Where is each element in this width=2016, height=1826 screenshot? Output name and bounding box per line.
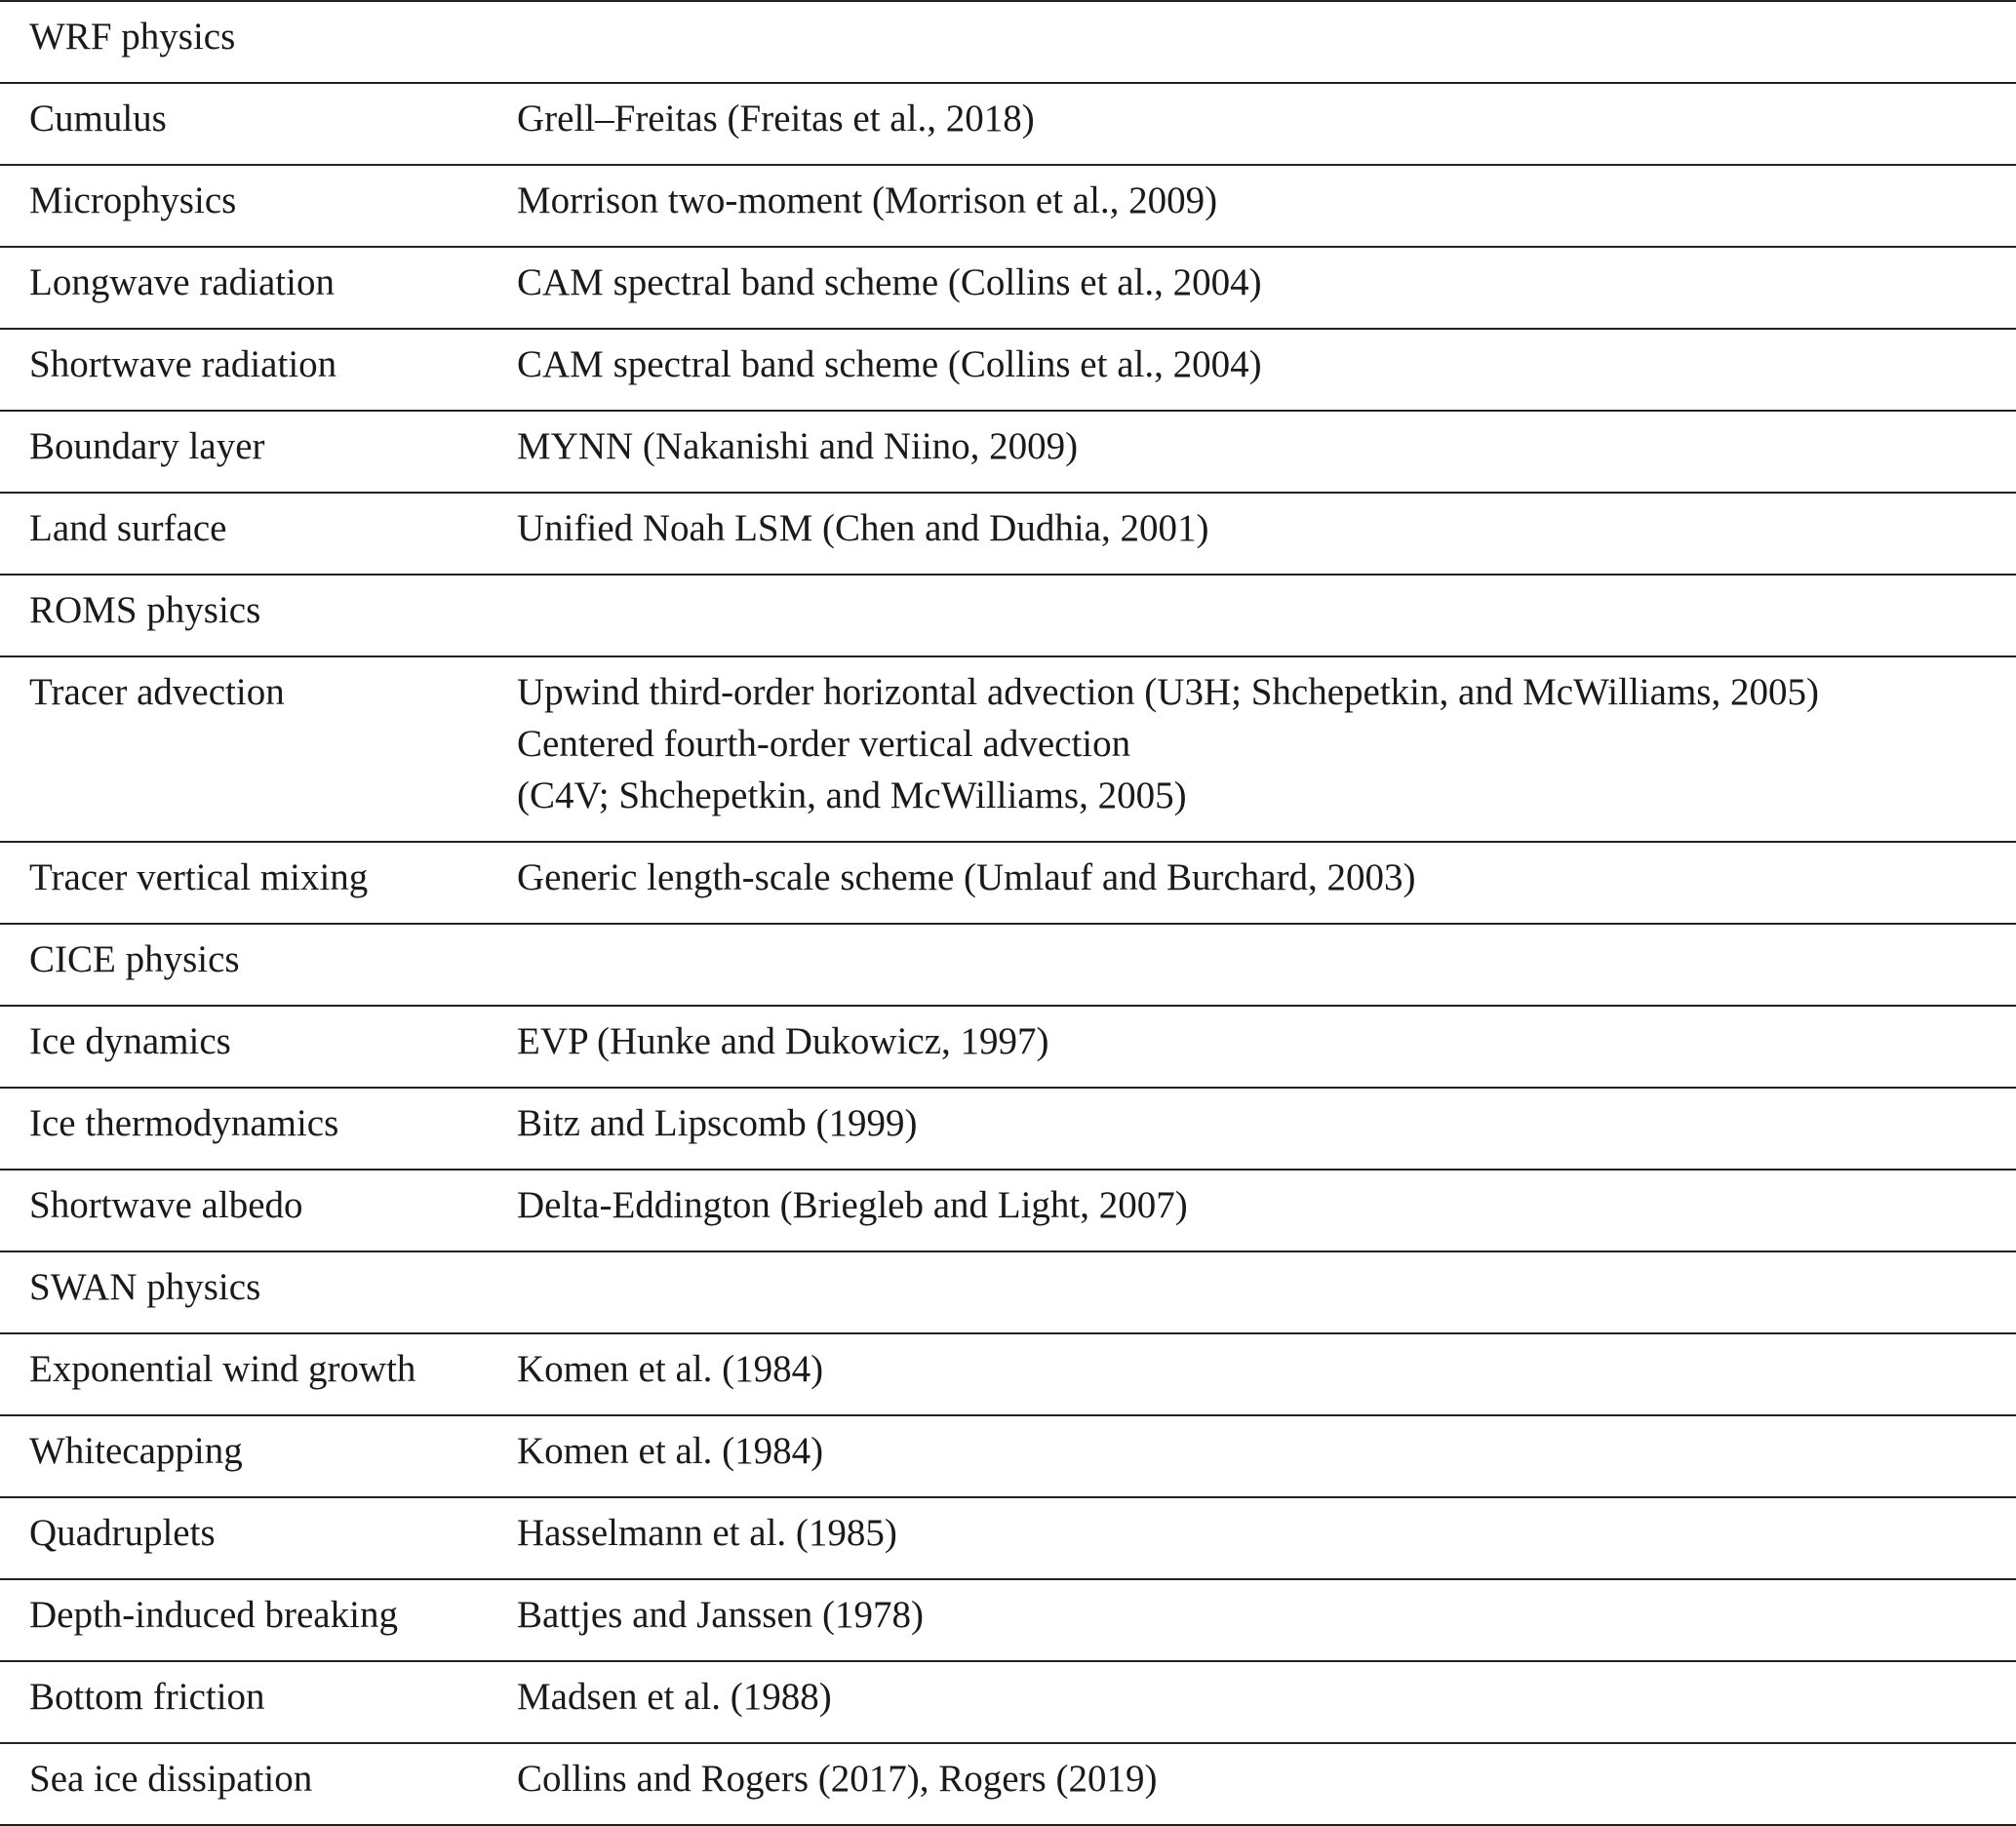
scheme-cell: Grell–Freitas (Freitas et al., 2018) [517, 83, 2016, 165]
table-row [0, 493, 2016, 575]
scheme-cell: Unified Noah LSM (Chen and Dudhia, 2001) [517, 493, 2016, 575]
table-row-roms-section [0, 575, 2016, 656]
table-row-wrf-section [0, 1, 2016, 83]
parameter-cell: Longwave radiation [0, 247, 517, 329]
table-row [0, 329, 2016, 411]
parameter-cell: Bottom friction [0, 1661, 517, 1743]
parameter-cell: Whitecapping [0, 1415, 517, 1497]
scheme-cell: Generic length-scale scheme (Umlauf and Burchard, 2003) [517, 842, 2016, 924]
scheme-cell [517, 656, 2016, 842]
table-row [0, 247, 2016, 329]
parameter-cell: Cumulus [0, 83, 517, 165]
scheme-cell: Battjes and Janssen (1978) [517, 1579, 2016, 1661]
parameter-cell: Land surface [0, 493, 517, 575]
parameter-cell: Exponential wind growth [0, 1333, 517, 1415]
parameter-cell: Tracer advection [0, 656, 517, 842]
table-cell [517, 1251, 2016, 1333]
scheme-cell: CAM spectral band scheme (Collins et al., 2004) [517, 329, 2016, 411]
section-header-roms: ROMS physics [0, 575, 517, 656]
scheme-cell: Bitz and Lipscomb (1999) [517, 1088, 2016, 1170]
parameter-cell: Shortwave albedo [0, 1170, 517, 1251]
section-header-wrf: WRF physics [0, 1, 517, 83]
parameter-cell: Microphysics [0, 165, 517, 247]
scheme-cell: MYNN (Nakanishi and Niino, 2009) [517, 411, 2016, 493]
scheme-cell: Madsen et al. (1988) [517, 1661, 2016, 1743]
scheme-line: Upwind third-order horizontal advection (U3H; Shchepetkin, and McWilliams, 2005) [517, 671, 1819, 713]
table-row [0, 1415, 2016, 1497]
scheme-line: Centered fourth-order vertical advection [517, 723, 1131, 765]
scheme-cell: EVP (Hunke and Dukowicz, 1997) [517, 1006, 2016, 1088]
table-cell [517, 1, 2016, 83]
table-row [0, 1661, 2016, 1743]
table-row-swan-section [0, 1251, 2016, 1333]
scheme-cell: CAM spectral band scheme (Collins et al., 2004) [517, 247, 2016, 329]
parameter-cell: Ice dynamics [0, 1006, 517, 1088]
table-row [0, 1333, 2016, 1415]
table-row [0, 165, 2016, 247]
table-cell [517, 924, 2016, 1006]
table-cell [517, 575, 2016, 656]
table-row [0, 1579, 2016, 1661]
scheme-cell: Hasselmann et al. (1985) [517, 1497, 2016, 1579]
table-row [0, 1497, 2016, 1579]
scheme-cell: Morrison two-moment (Morrison et al., 2009) [517, 165, 2016, 247]
scheme-line: (C4V; Shchepetkin, and McWilliams, 2005) [517, 774, 1187, 816]
parameter-cell: Tracer vertical mixing [0, 842, 517, 924]
parameter-cell: Shortwave radiation [0, 329, 517, 411]
table-row [0, 656, 2016, 842]
table-row-cice-section [0, 924, 2016, 1006]
scheme-cell: Collins and Rogers (2017), Rogers (2019) [517, 1743, 2016, 1825]
table-row [0, 1088, 2016, 1170]
parameter-cell: Quadruplets [0, 1497, 517, 1579]
scheme-cell: Komen et al. (1984) [517, 1415, 2016, 1497]
table-row [0, 842, 2016, 924]
section-header-cice: CICE physics [0, 924, 517, 1006]
parameter-cell: Ice thermodynamics [0, 1088, 517, 1170]
section-header-swan: SWAN physics [0, 1251, 517, 1333]
scheme-cell: Komen et al. (1984) [517, 1333, 2016, 1415]
parameter-cell: Depth-induced breaking [0, 1579, 517, 1661]
table-row [0, 1170, 2016, 1251]
scheme-cell: Delta-Eddington (Briegleb and Light, 2007) [517, 1170, 2016, 1251]
table-row [0, 411, 2016, 493]
parameter-cell: Sea ice dissipation [0, 1743, 517, 1825]
table-row [0, 1743, 2016, 1825]
parameter-cell: Boundary layer [0, 411, 517, 493]
table-row [0, 1006, 2016, 1088]
table-row [0, 83, 2016, 165]
